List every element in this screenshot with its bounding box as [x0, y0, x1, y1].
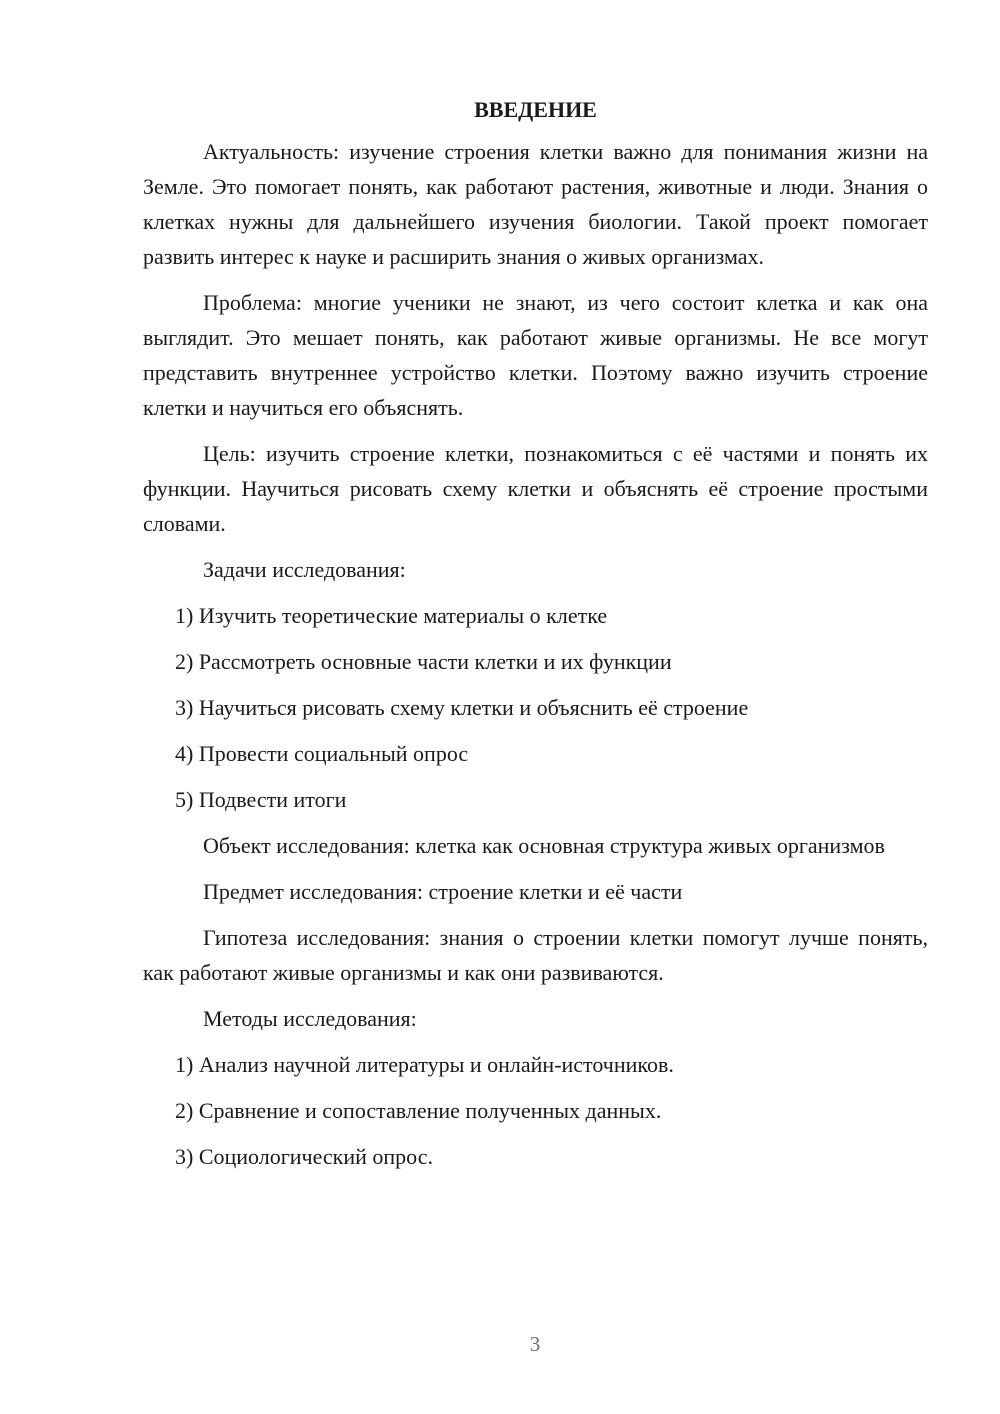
tasks-heading: Задачи исследования: [203, 557, 406, 582]
subject-paragraph: Предмет исследования: строение клетки и её части [203, 879, 683, 904]
tasks-list [143, 598, 928, 817]
list-item: 2) Рассмотреть основные части клетки и их функции [175, 649, 672, 674]
methods-heading: Методы исследования: [203, 1006, 417, 1031]
goal-paragraph: Цель: изучить строение клетки, познакомиться с её частями и понять их функции. Научиться рисовать схему клетки и объяснять её строение простыми словами. [143, 441, 928, 536]
problem-paragraph: Проблема: многие ученики не знают, из чего состоит клетка и как она выглядит. Это мешает понять, как работают живые организмы. Не все могут представить внутреннее устройство клетки. Поэтому важно изучить строение клетки и научиться его объяснять. [143, 290, 928, 420]
list-item: 2) Сравнение и сопоставление полученных данных. [175, 1098, 662, 1123]
page-title: ВВЕДЕНИЕ [474, 97, 597, 122]
hypothesis-paragraph: Гипотеза исследования: знания о строении клетки помогут лучше понять, как работают живые организмы и как они развиваются. [143, 925, 928, 985]
document-page [143, 92, 928, 1185]
methods-list [143, 1047, 928, 1174]
page-number: 3 [529, 1332, 541, 1356]
list-item: 4) Провести социальный опрос [175, 741, 469, 766]
list-item: 3) Научиться рисовать схему клетки и объяснить её строение [175, 695, 749, 720]
object-paragraph: Объект исследования: клетка как основная структура живых организмов [203, 833, 885, 858]
list-item: 1) Анализ научной литературы и онлайн-источников. [175, 1052, 674, 1077]
list-item: 5) Подвести итоги [175, 787, 347, 812]
relevance-paragraph: Актуальность: изучение строения клетки важно для понимания жизни на Земле. Это помогает понять, как работают растения, животные и люди. Знания о клетках нужны для дальнейшего изучения биологии. Такой проект помогает развить интерес к науке и расширить знания о живых организмах. [143, 139, 928, 269]
list-item: 3) Социологический опрос. [175, 1144, 433, 1169]
list-item: 1) Изучить теоретические материалы о клетке [175, 603, 608, 628]
